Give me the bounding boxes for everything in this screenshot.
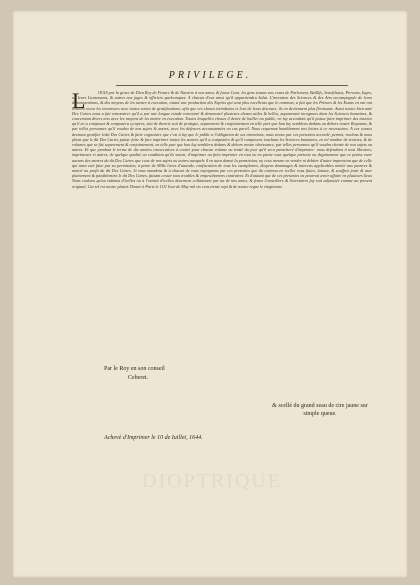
show-through-text: DIOPTRIQUE bbox=[142, 470, 282, 492]
printing-completion-note: Achevé d'Imprimer le 10 de Iuillet, 1644. bbox=[104, 435, 203, 441]
document-page bbox=[12, 10, 408, 578]
privilege-body-text: OUIS par la grace de Dieu Roy de France & de Navarre à nos amez, & feaux Cons. les gens tenans nos cours de Parlement, Baillifs, Senefchaux, Prevosts, Iuges, ou leurs Lieutenants, & autres nos juges & officiers quelconques. A chacun d'eux ainsi qu'il appartiendra Salut. L'invention des Sciences & des Arts accompagnée de leurs demonstrations, & des moyens de les mettre à execution, estant une production des Esprits qui sont plus excellents que le commun, a fait que les Princes & les Estats en ont ont souvent receu les inventeurs avec toutes sortes de gratifications; afin que ces choses introduites et leur de leurs discours, ils en deviennent plus florissans. Aussi nostre bien amé Des Cartes nous a fait remonstrer qu'il a par une longue estude rencontré & demonstré plusieurs choses utiles & belles, auparavant incognues dans les Sciences humaines, & concernant divers arts avec les moyens de les mettre en execution. Toutes lesquelles choses il desire de bailler au public, en luy accordant qu'il puisse faire imprimer des traictez qu'il en a composez & composera cy-apres, soit de theorie soit de pratique, separement & conjointement en telle part que bon luy semblera dedans ou dehors nostre Royaume, & par telles personnes qu'il voudra de nos sujets & autres, avec les defences accoustumées en cas pareil. Nous requerant humblement nos lettres à ce necessaires. A ces causes desirant gratifier ledit Des Cartes & faire cognoistre que c'est à luy que le public a l'obligation de ses inventions, nous avons par ces presentes accordé, permis, voulons & nous plaist que le dit Des Cartes puisse faire & face imprimer toutes les œuvres qu'il a composées & qu'il composera touchant les Sciences humaines, en tel nombre de traictez, & de volumes que se fist separement & conjointement, en telle part que bon luy semblera dedans & dehors nostre obeissance, par telles personnes qu'il voudra choisir de nos sujets ou autres. Et que pendant le terme de dix années consecutives à conter pour chacun volume ou traité du jour qu'il sera parachevé d'imprimer: nous defendons à tous libraires, imprimeurs et autres, de quelque qualité ou condition qu'ils soient, d'imprimer ou faire imprimer en tout ou en partie sous quelque pretexte ou deguisement que ce puisse estre aucuns des œuvres du dit Des Cartes que ceux de nos sujets ou autres auxquels il en aura donné la permission, ny ceux mesme en vendre ni debiter d'autre impression que de celle qui aura esté faite par sa permission, à peine de Mille livres d'amende, confiscation de tous les exemplaires, despens dommages & interests applicables moitié aux pauvres & moitié au profit du dit Des Cartes. Si vous mandons & à chacun de vous enjoignons par ces presentes que du contenu en icelles vous faites, laissez, & souffrez jouir & user plainement & paisiblement le dit Des Cartes, faisant cesser tous troubles & empeschemens contraires. Et d'autant que de ces presentes on pourroit avoir affaire en plusieurs lieux Nous voulons qu'au vidimus d'icelles ou à l'extrait d'icelles deuement collationné par un de nos amez, & feaux Conseillers & Secretaires foy soit adjoustée comme au present original. Car tel est nostre plaisir. Donné à Paris le 1111 Iour de May mil six cens trente sept & de nostre regne le vingtiesme. bbox=[72, 90, 372, 189]
drop-capital: L bbox=[72, 88, 86, 113]
title-rule bbox=[116, 85, 348, 86]
seal-note: & scellé du grand seau de cire jaune sur simple queue. bbox=[272, 403, 368, 417]
document-title: PRIVILEGE. bbox=[168, 70, 252, 81]
signature-line: Par le Roy en son conseil bbox=[104, 366, 165, 372]
signatory-name: Ceberet. bbox=[128, 375, 149, 381]
